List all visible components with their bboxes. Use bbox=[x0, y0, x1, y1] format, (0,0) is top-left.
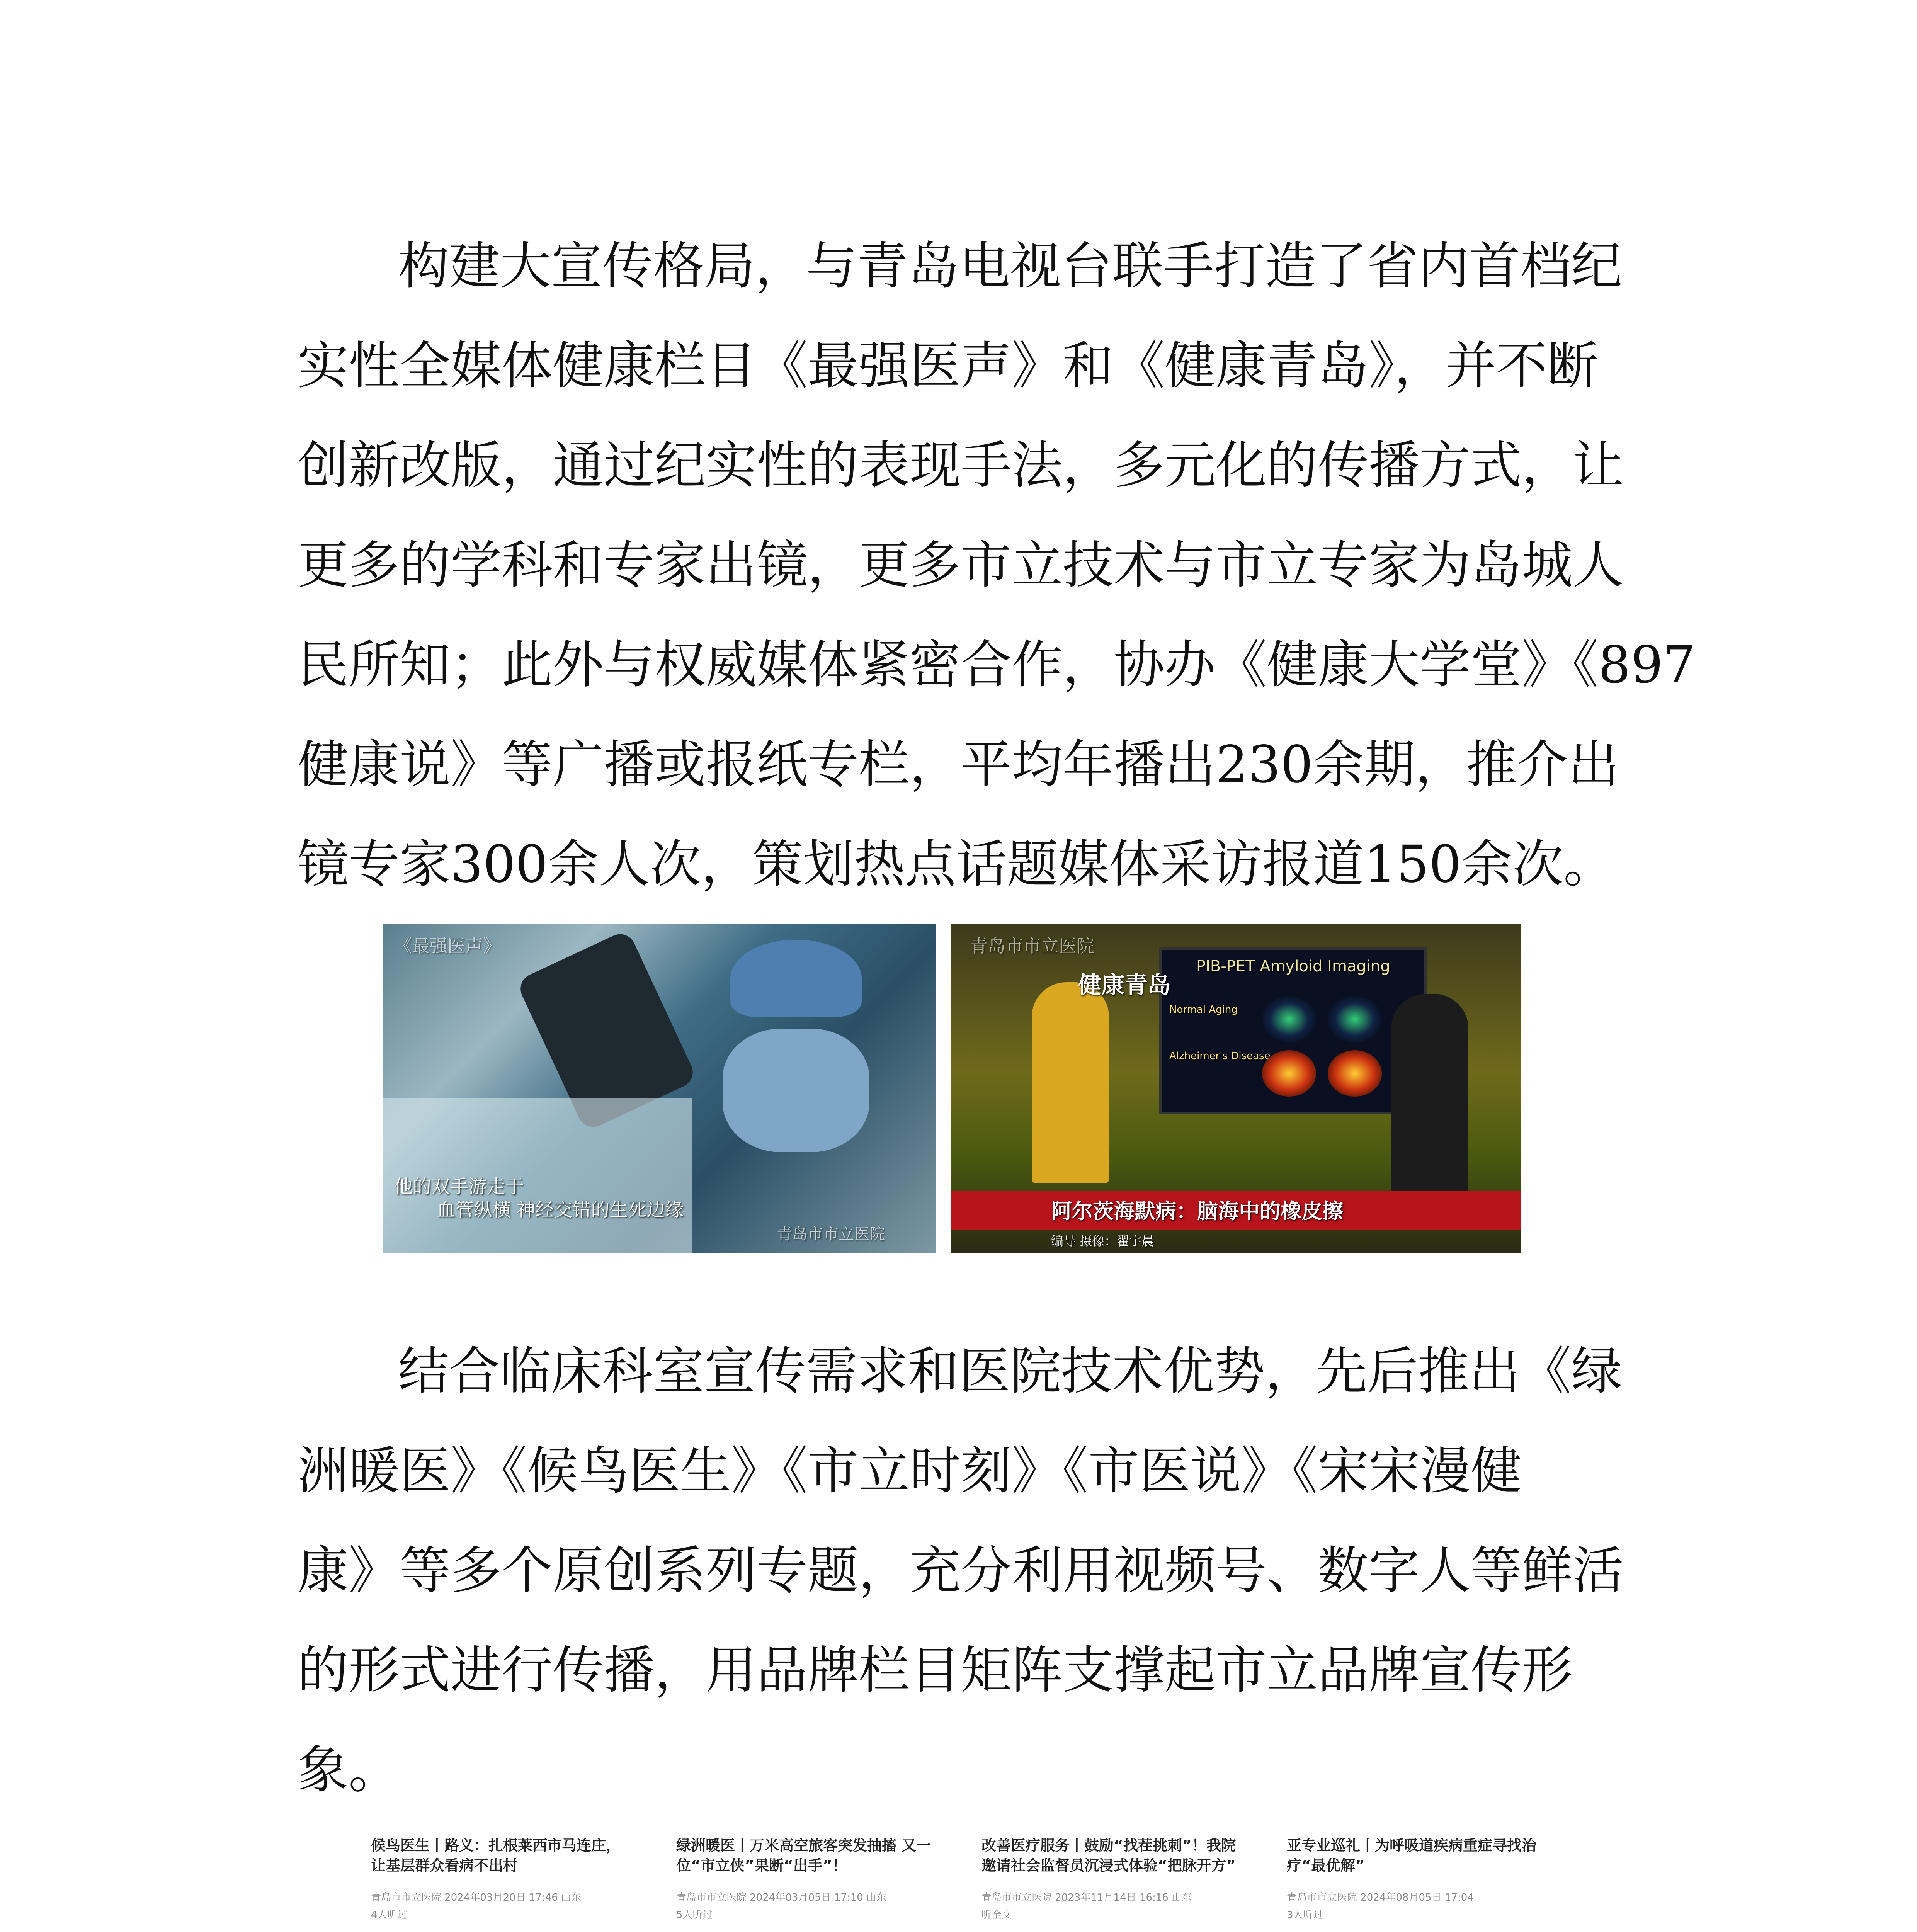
brain-scan bbox=[1328, 996, 1382, 1043]
article-meta: 青岛市市立医院 2023年11月14日 16:16 山东 bbox=[981, 1892, 1192, 1903]
article-screenshot-4 bbox=[1283, 1832, 1553, 1932]
article-screenshot-1 bbox=[367, 1832, 638, 1932]
text-line: 更多的学科和专家出镜，更多市立技术与市立专家为岛城人 bbox=[298, 536, 1624, 595]
text-line: 民所知；此外与权威媒体紧密合作，协办《健康大学堂》《897 bbox=[298, 635, 1696, 695]
listen-count: 3人听过 bbox=[1287, 1909, 1323, 1921]
text-line: 构建大宣传格局，与青岛电视台联手打造了省内首档纪 bbox=[398, 236, 1622, 296]
listen-count: 5人听过 bbox=[676, 1909, 713, 1921]
source-label: 青岛市市立医院 bbox=[777, 1225, 885, 1243]
surgeon-mask bbox=[723, 1029, 869, 1152]
text-line: 洲暖医》《候鸟医生》《市立时刻》《市医说》《宋宋漫健 bbox=[298, 1441, 1522, 1501]
surgery-photo bbox=[383, 924, 936, 1253]
text-line: 镜专家300余人次，策划热点话题媒体采访报道150余次。 bbox=[298, 835, 1614, 894]
paragraph-2 bbox=[298, 1321, 1627, 1820]
text-line: 创新改版，通过纪实性的表现手法，多元化的传播方式，让 bbox=[298, 436, 1624, 495]
paragraph-1 bbox=[298, 216, 1696, 914]
brain-scan bbox=[1328, 1050, 1382, 1097]
host-figure bbox=[1032, 982, 1109, 1183]
article-title: 绿洲暖医丨万米高空旅客突发抽搐 又一位“市立侠”果断“出手”！ bbox=[676, 1837, 931, 1874]
presentation-screen bbox=[1159, 947, 1427, 1114]
program-logo: 健康青岛 bbox=[1078, 972, 1171, 999]
surgeon-cap bbox=[730, 940, 862, 1017]
text-line: 实性全媒体健康栏目《最强医声》和《健康青岛》，并不断 bbox=[298, 336, 1598, 396]
article-screenshot-2 bbox=[672, 1832, 943, 1932]
screen-label-alzheimer: Alzheimer's Disease bbox=[1169, 1050, 1271, 1062]
article-meta: 青岛市市立医院 2024年03月20日 17:46 山东 bbox=[371, 1892, 582, 1903]
listen-all[interactable]: 听全文 bbox=[981, 1909, 1012, 1921]
text-line: 康》等多个原创系列专题，充分利用视频号、数字人等鲜活 bbox=[298, 1541, 1624, 1600]
text-line: 结合临床科室宣传需求和医院技术优势，先后推出《绿 bbox=[398, 1342, 1622, 1401]
article-meta: 青岛市市立医院 2024年08月05日 17:04 bbox=[1287, 1892, 1474, 1903]
article-title: 改善医疗服务丨鼓励“找茬挑刺”！我院邀请社会监督员沉浸式体验“把脉开方” bbox=[981, 1837, 1236, 1874]
screen-label-normal: Normal Aging bbox=[1169, 1004, 1238, 1015]
text-line: 象。 bbox=[298, 1740, 400, 1800]
watermark: 青岛市市立医院 bbox=[970, 935, 1094, 956]
caption-credit: 编导 摄像：翟宇晨 bbox=[1051, 1234, 1154, 1248]
screen-title: PIB-PET Amyloid Imaging bbox=[1196, 957, 1390, 975]
brain-scan bbox=[1262, 1050, 1316, 1097]
listen-count: 4人听过 bbox=[371, 1909, 408, 1921]
caption-line-2: 血管纵横 神经交错的生死边缘 bbox=[437, 1199, 684, 1221]
studio-photo bbox=[951, 924, 1521, 1253]
article-title: 候鸟医生丨路义：扎根莱西市马连庄，让基层群众看病不出村 bbox=[371, 1837, 621, 1874]
watermark: 《最强医声》 bbox=[394, 935, 501, 956]
text-line: 健康说》等广播或报纸专栏，平均年播出230余期，推介出 bbox=[298, 735, 1619, 794]
caption-title: 阿尔茨海默病：脑海中的橡皮擦 bbox=[1051, 1199, 1343, 1223]
article-screenshot-3 bbox=[978, 1832, 1248, 1932]
article-title: 亚专业巡礼丨为呼吸道疾病重症寻找治疗“最优解” bbox=[1287, 1837, 1537, 1874]
brain-scan bbox=[1262, 996, 1316, 1043]
text-line: 的形式进行传播，用品牌栏目矩阵支撑起市立品牌宣传形 bbox=[298, 1641, 1573, 1700]
article-meta: 青岛市市立医院 2024年03月05日 17:10 山东 bbox=[676, 1892, 887, 1903]
caption-line-1: 他的双手游走于 bbox=[394, 1176, 524, 1197]
